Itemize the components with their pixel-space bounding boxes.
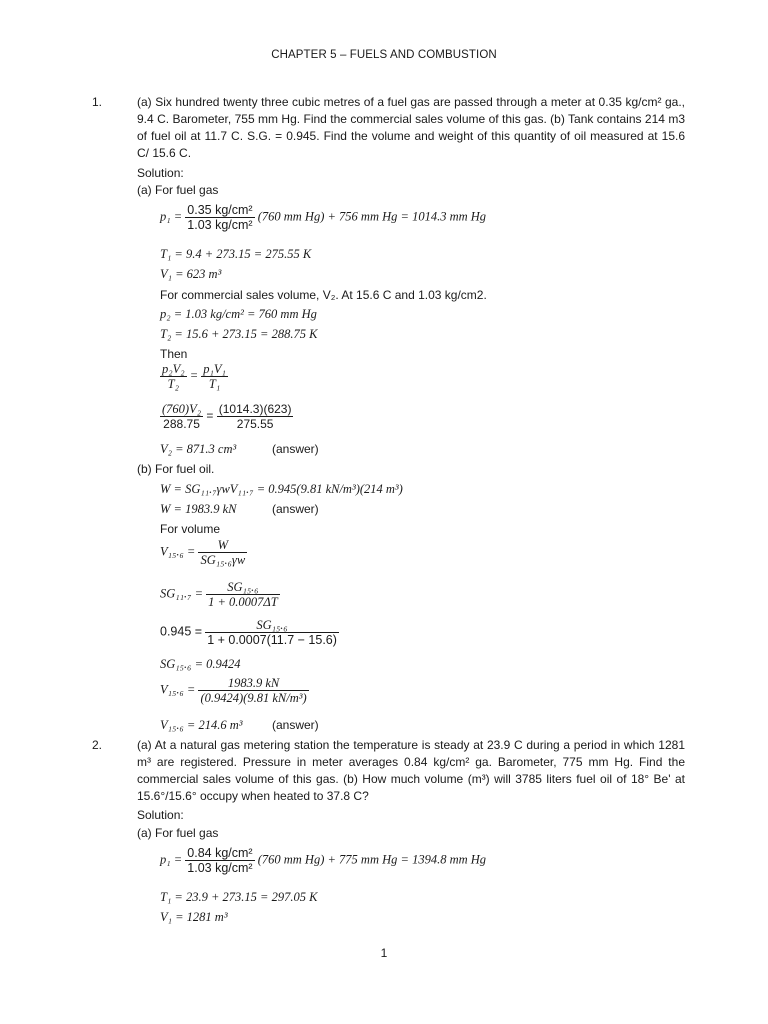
t1-equation: T₁ = 9.4 + 273.15 = 275.55 K — [160, 247, 312, 261]
v156-den: SG₁₅.₆γw — [200, 553, 246, 567]
problem-1-solution-label: Solution: — [137, 166, 184, 180]
vfinal-lhs: V₁₅.₆ = — [160, 682, 196, 697]
problem-1-part-a-label: (a) For fuel gas — [137, 183, 219, 197]
p2-p1-lhs: p₁ = — [160, 852, 183, 867]
v2-result: V₂ = 871.3 cm³ — [160, 442, 237, 456]
sg-sub-fraction — [205, 618, 339, 647]
t2-equation: T₂ = 15.6 + 273.15 = 288.75 K — [160, 327, 318, 341]
sub-equals: = — [206, 408, 214, 423]
vfinal-answer-label: (answer) — [272, 718, 319, 732]
gas-law-right — [201, 362, 228, 391]
chapter-title: CHAPTER 5 – FUELS AND COMBUSTION — [271, 49, 497, 61]
problem-2-solution-label: Solution: — [137, 808, 184, 822]
p2-p1-rhs: (760 mm Hg) + 775 mm Hg = 1394.8 mm Hg — [257, 852, 487, 867]
problem-2-number: 2. — [92, 738, 103, 752]
v156-equation — [160, 538, 247, 567]
vfinal-equation — [160, 676, 309, 705]
sub-right-num: (1014.3)(623) — [218, 402, 292, 416]
sub-right-den: 275.55 — [236, 417, 274, 431]
p1-equation — [160, 203, 486, 232]
vfinal-num: 1983.9 kN — [198, 676, 308, 691]
p1-lhs: p₁ = — [160, 209, 183, 224]
commercial-volume-text: For commercial sales volume, V₂. At 15.6 C and 1.03 kg/cm2. — [160, 288, 487, 302]
problem-2-statement: (a) At a natural gas metering station the temperature is steady at 23.9 C during a period in which 1281 m³ are registered. Pressure in meter averages 0.84 kg/cm² ga. Barometer, 775 mm Hg. Find the commercial sales volume of this gas. (b) How much volume (m³) will 3785 liters fuel oil of 18° Be' at 15.6°/15.6° occupy when heated to 37.8 C? — [137, 738, 685, 803]
sub-left-num: (760)V₂ — [162, 402, 202, 416]
sg117-den: 1 + 0.0007ΔT — [208, 595, 278, 609]
gas-law-left-den: T₂ — [167, 377, 179, 391]
sg117-lhs: SG₁₁.₇ = — [160, 586, 203, 601]
gas-law-left-num: p₂V₂ — [162, 362, 185, 376]
gas-law-equation — [160, 362, 228, 391]
p1-fraction — [185, 203, 254, 232]
vfinal-den: (0.9424)(9.81 kN/m³) — [200, 691, 307, 705]
v2-answer-label: (answer) — [272, 442, 319, 456]
gas-law-substitution — [160, 402, 293, 431]
sub-left-den: 288.75 — [163, 417, 200, 431]
p2-v1-equation: V₁ = 1281 m³ — [160, 910, 228, 924]
problem-1-number: 1. — [92, 95, 103, 109]
v156-fraction — [198, 538, 247, 567]
sg-substitution-equation — [160, 618, 339, 647]
sub-right — [217, 402, 294, 431]
sg-sub-num: SG₁₅.₆ — [205, 618, 339, 633]
p1-denominator: 1.03 kg/cm² — [187, 218, 253, 232]
problem-1-part-b-label: (b) For fuel oil. — [137, 462, 215, 476]
w-answer-label: (answer) — [272, 502, 319, 516]
sg-sub-den: 1 + 0.0007(11.7 − 15.6) — [207, 633, 337, 647]
p2-equation: p₂ = 1.03 kg/cm² = 760 mm Hg — [160, 307, 317, 321]
gas-law-right-num: p₁V₁ — [203, 362, 226, 376]
sg117-fraction — [206, 580, 280, 609]
vfinal-result: V₁₅.₆ = 214.6 m³ — [160, 718, 243, 732]
p2-p1-numerator: 0.84 kg/cm² — [187, 846, 253, 860]
sg117-equation — [160, 580, 280, 609]
problem-2-part-a-label: (a) For fuel gas — [137, 826, 219, 840]
sub-left — [160, 402, 203, 431]
w-result: W = 1983.9 kN — [160, 502, 237, 516]
p1-numerator: 0.35 kg/cm² — [187, 203, 253, 217]
p1-rhs: (760 mm Hg) + 756 mm Hg = 1014.3 mm Hg — [257, 209, 487, 224]
problem-1-statement: (a) Six hundred twenty three cubic metres of a fuel gas are passed through a meter at 0.35 kg/cm² ga., 9.4 C. Barometer, 755 mm Hg. Find the commercial sales volume of this gas. (b) Tank contains 214 m3 of fuel oil at 11.7 C. S.G. = 0.945. Find the volume and weight of this quantity of oil measured at 15.6 C/ 15.6 C. — [137, 95, 685, 160]
p2-t1-equation: T₁ = 23.9 + 273.15 = 297.05 K — [160, 890, 318, 904]
v1-equation: V₁ = 623 m³ — [160, 267, 222, 281]
v156-num: W — [198, 538, 247, 553]
p2-p1-fraction — [185, 846, 254, 875]
v156-lhs: V₁₅.₆ = — [160, 544, 196, 559]
vfinal-fraction — [198, 676, 308, 705]
gas-law-right-den: T₁ — [208, 377, 221, 391]
for-volume-label: For volume — [160, 522, 221, 536]
p2-p1-denominator: 1.03 kg/cm² — [187, 861, 253, 875]
gas-law-equals: = — [189, 368, 199, 383]
then-label: Then — [160, 347, 188, 361]
gas-law-left — [160, 362, 187, 391]
sg-sub-lhs: 0.945 = — [160, 624, 203, 639]
w-formula: W = SG₁₁.₇γwV₁₁.₇ = 0.945(9.81 kN/m³)(214 m³) — [160, 482, 403, 496]
p2-problem-p1-equation — [160, 846, 486, 875]
page-number: 1 — [380, 946, 388, 960]
sg156-result: SG₁₅.₆ = 0.9424 — [160, 657, 241, 671]
sg117-num: SG₁₅.₆ — [206, 580, 280, 595]
